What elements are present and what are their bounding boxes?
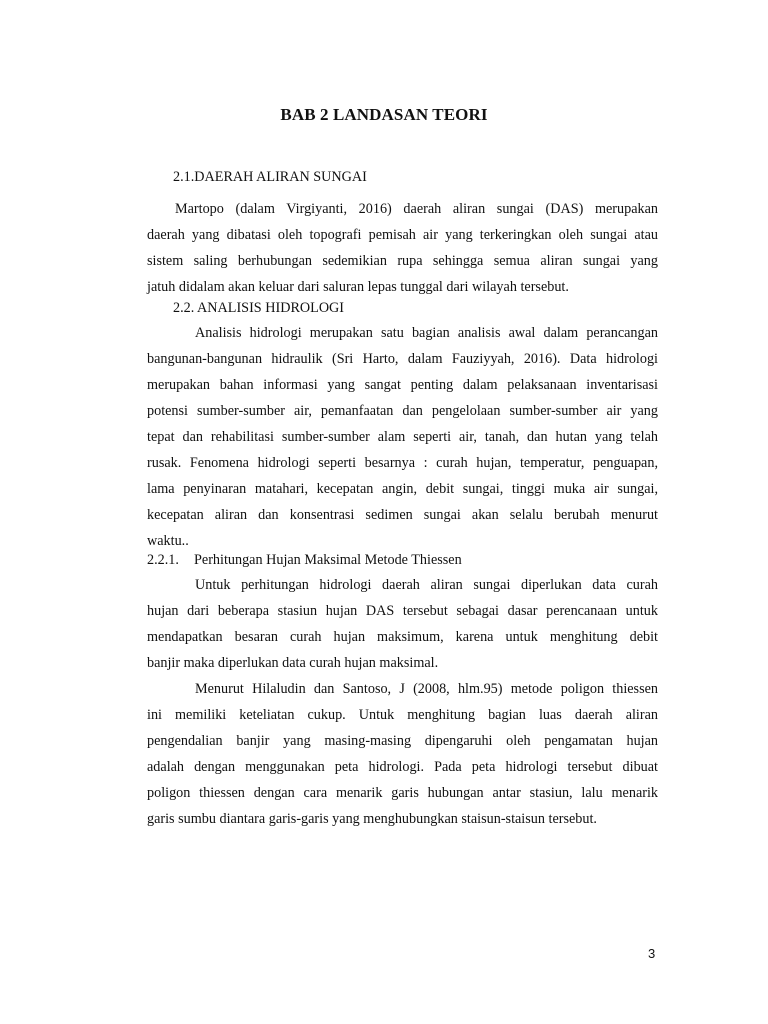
paragraph-line: mendapatkan besaran curah hujan maksimum, karena untuk menghitung debit bbox=[147, 629, 658, 645]
subsection-number-2-2-1: 2.2.1. bbox=[147, 552, 179, 568]
paragraph-line: merupakan bahan informasi yang sangat penting dalam pelaksanaan inventarisasi bbox=[147, 377, 658, 393]
paragraph-line: rusak. Fenomena hidrologi seperti besarnya : curah hujan, temperatur, penguapan, bbox=[147, 455, 658, 471]
paragraph-line: garis sumbu diantara garis-garis yang menghubungkan staisun-staisun tersebut. bbox=[147, 811, 597, 827]
section-heading-2-2: 2.2. ANALISIS HIDROLOGI bbox=[173, 300, 345, 316]
paragraph-analisis-hidrologi bbox=[147, 320, 658, 554]
paragraph-perhitungan-hidrologi bbox=[147, 572, 658, 676]
section-heading-2-1: 2.1.DAERAH ALIRAN SUNGAI bbox=[173, 169, 367, 185]
paragraph-line: pengendalian banjir yang masing-masing dipengaruhi oleh pengamatan hujan bbox=[147, 733, 658, 749]
paragraph-line: tepat dan rehabilitasi sumber-sumber alam seperti air, tanah, dan hutan yang telah bbox=[147, 429, 658, 445]
chapter-title: BAB 2 LANDASAN TEORI bbox=[280, 105, 488, 124]
paragraph-line: Menurut Hilaludin dan Santoso, J (2008, hlm.95) metode poligon thiessen bbox=[195, 681, 658, 697]
paragraph-line: jatuh didalam akan keluar dari saluran lepas tunggal dari wilayah tersebut. bbox=[147, 279, 569, 295]
subsection-heading-2-2-1: Perhitungan Hujan Maksimal Metode Thiessen bbox=[194, 552, 462, 568]
paragraph-line: lama penyinaran matahari, kecepatan angin, debit sungai, tinggi muka air sungai, bbox=[147, 481, 658, 497]
paragraph-line: banjir maka diperlukan data curah hujan maksimal. bbox=[147, 655, 439, 671]
paragraph-line: Martopo (dalam Virgiyanti, 2016) daerah aliran sungai (DAS) merupakan bbox=[175, 201, 658, 217]
paragraph-line: daerah yang dibatasi oleh topografi pemisah air yang terkeringkan oleh sungai atau bbox=[147, 227, 658, 243]
page-number: 3 bbox=[648, 946, 656, 961]
paragraph-line: hujan dari beberapa stasiun hujan DAS tersebut sebagai dasar perencanaan untuk bbox=[147, 603, 658, 619]
paragraph-line: poligon thiessen dengan cara menarik garis hubungan antar stasiun, lalu menarik bbox=[147, 785, 658, 801]
paragraph-line: Analisis hidrologi merupakan satu bagian analisis awal dalam perancangan bbox=[195, 325, 658, 341]
paragraph-metode-thiessen bbox=[147, 676, 658, 832]
paragraph-line: potensi sumber-sumber air, pemanfaatan dan pengelolaan sumber-sumber air yang bbox=[147, 403, 658, 419]
paragraph-line: bangunan-bangunan hidraulik (Sri Harto, dalam Fauziyyah, 2016). Data hidrologi bbox=[147, 351, 658, 367]
paragraph-line: kecepatan aliran dan konsentrasi sedimen sungai akan selalu berubah menurut bbox=[147, 507, 658, 523]
paragraph-line: Untuk perhitungan hidrologi daerah aliran sungai diperlukan data curah bbox=[195, 577, 658, 593]
paragraph-das-definition bbox=[147, 196, 658, 300]
paragraph-line: sistem saling berhubungan sedemikian rupa sehingga semua aliran sungai yang bbox=[147, 253, 658, 269]
paragraph-line: waktu.. bbox=[147, 533, 189, 549]
paragraph-line: ini memiliki keteliatan cukup. Untuk menghitung bagian luas daerah aliran bbox=[147, 707, 658, 723]
paragraph-line: adalah dengan menggunakan peta hidrologi. Pada peta hidrologi tersebut dibuat bbox=[147, 759, 658, 775]
